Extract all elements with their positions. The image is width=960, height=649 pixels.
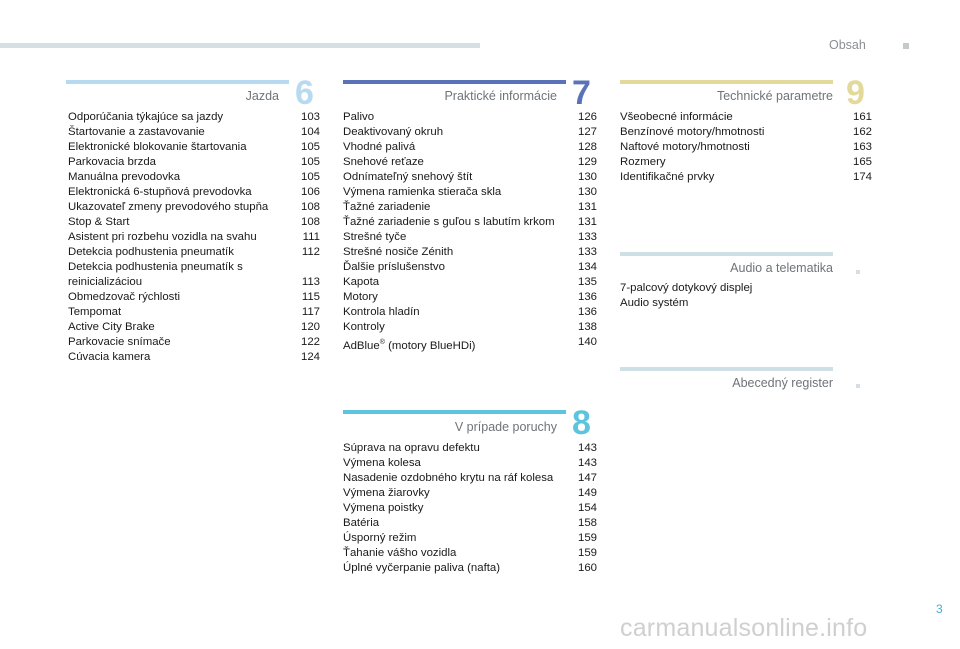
section-marker-register — [856, 384, 860, 388]
toc-entry-page: 126 — [577, 111, 597, 123]
toc-entry[interactable] — [343, 245, 597, 260]
toc-entry-label: Rozmery — [620, 156, 666, 168]
section-bar-technicke — [620, 80, 833, 84]
toc-entry-page: 140 — [577, 336, 597, 348]
toc-entry-label: Úsporný režim — [343, 532, 417, 544]
toc-list-technicke — [620, 110, 872, 185]
toc-entry[interactable] — [68, 215, 320, 230]
toc-entry-page: 113 — [301, 276, 320, 288]
toc-entry[interactable] — [343, 230, 597, 245]
toc-entry-label: Deaktivovaný okruh — [343, 126, 444, 138]
toc-entry-label: Kontrola hladín — [343, 306, 420, 318]
toc-entry[interactable] — [343, 260, 597, 275]
toc-entry-label: Detekcia podhustenia pneumatík s reinicializáciou — [68, 261, 243, 288]
toc-entry-page: 143 — [577, 457, 597, 469]
toc-entry-page: 103 — [300, 111, 320, 123]
toc-entry-label: Výmena poistky — [343, 502, 424, 514]
toc-entry[interactable] — [343, 561, 597, 576]
toc-entry-label: Odporúčania týkajúce sa jazdy — [68, 111, 224, 123]
toc-entry-page: 162 — [852, 126, 872, 138]
toc-entry[interactable] — [343, 215, 597, 230]
toc-entry[interactable] — [343, 441, 597, 456]
section-title-register: Abecedný register — [732, 376, 833, 390]
toc-entry-page: 115 — [301, 291, 320, 303]
toc-entry[interactable] — [343, 140, 597, 155]
toc-entry-label: Identifikačné prvky — [620, 171, 715, 183]
toc-entry-page: 159 — [577, 532, 597, 544]
toc-entry-label: Parkovacie snímače — [68, 336, 171, 348]
section-bar-jazda — [66, 80, 289, 84]
toc-entry[interactable] — [343, 125, 597, 140]
toc-entry-label: Cúvacia kamera — [68, 351, 151, 363]
toc-entry[interactable] — [343, 275, 597, 290]
toc-entry-label: Snehové reťaze — [343, 156, 424, 168]
section-title-audio: Audio a telematika — [730, 261, 833, 275]
toc-entry[interactable] — [68, 320, 320, 335]
toc-entry[interactable] — [68, 110, 320, 125]
toc-entry[interactable] — [68, 140, 320, 155]
page-number: 3 — [936, 602, 943, 616]
toc-entry-label: 7-palcový dotykový displej — [620, 282, 753, 294]
section-number-jazda: 6 — [295, 74, 314, 112]
top-decoration-bar — [0, 43, 480, 48]
header-marker — [903, 43, 909, 49]
section-title-jazda: Jazda — [245, 89, 279, 103]
toc-entry-page: 131 — [577, 201, 597, 213]
section-bar-audio — [620, 252, 833, 256]
toc-entry-page: 105 — [300, 156, 320, 168]
toc-entry-page: 111 — [302, 231, 320, 243]
toc-entry[interactable] — [620, 140, 872, 155]
toc-entry[interactable] — [68, 170, 320, 185]
toc-entry[interactable] — [343, 185, 597, 200]
toc-entry[interactable] — [343, 305, 597, 320]
section-marker-audio — [856, 270, 860, 274]
toc-entry[interactable] — [620, 125, 872, 140]
toc-entry[interactable] — [343, 170, 597, 185]
toc-entry-page: 105 — [300, 171, 320, 183]
toc-entry-page: 163 — [852, 141, 872, 153]
section-bar-register — [620, 367, 833, 371]
toc-entry-label: Výmena žiarovky — [343, 487, 430, 499]
toc-entry-label: Štartovanie a zastavovanie — [68, 126, 205, 138]
toc-entry-page: 160 — [577, 562, 597, 574]
section-bar-poruchy — [343, 410, 566, 414]
toc-entry[interactable] — [343, 546, 597, 561]
toc-entry-page: 133 — [577, 246, 597, 258]
toc-entry-page: 117 — [301, 306, 320, 318]
toc-entry-label: Úplné vyčerpanie paliva (nafta) — [343, 562, 501, 574]
toc-entry[interactable] — [620, 155, 872, 170]
toc-entry-label: Stop & Start — [68, 216, 130, 228]
toc-entry-page: 149 — [577, 487, 597, 499]
toc-entry-page: 124 — [300, 351, 320, 363]
toc-entry[interactable] — [620, 296, 872, 311]
toc-entry-label: Ďalšie príslušenstvo — [343, 261, 445, 273]
toc-entry-label: Active City Brake — [68, 321, 155, 333]
toc-list-prakticke — [343, 110, 597, 354]
toc-entry[interactable] — [343, 471, 597, 486]
header-title: Obsah — [829, 38, 866, 52]
toc-entry[interactable] — [343, 110, 597, 125]
toc-entry[interactable] — [68, 305, 320, 320]
toc-entry-page: 161 — [852, 111, 872, 123]
toc-entry[interactable] — [343, 501, 597, 516]
toc-entry-label: Manuálna prevodovka — [68, 171, 181, 183]
toc-entry[interactable] — [68, 290, 320, 305]
toc-entry[interactable] — [68, 245, 320, 260]
toc-entry-label: Batéria — [343, 517, 380, 529]
toc-entry-label: Súprava na opravu defektu — [343, 442, 480, 454]
toc-entry[interactable] — [68, 350, 320, 365]
toc-entry-label: Vhodné palivá — [343, 141, 416, 153]
toc-entry-label: Palivo — [343, 111, 375, 123]
toc-entry-label: Detekcia podhustenia pneumatík — [68, 246, 234, 258]
toc-entry-label: Ukazovateľ zmeny prevodového stupňa — [68, 201, 269, 213]
toc-entry-page: 131 — [577, 216, 597, 228]
toc-entry-page: 143 — [577, 442, 597, 454]
toc-entry-page: 154 — [577, 502, 597, 514]
section-title-poruchy: V prípade poruchy — [454, 420, 557, 434]
toc-entry-page: 127 — [577, 126, 597, 138]
toc-entry-page: 165 — [852, 156, 872, 168]
toc-entry-page: 112 — [301, 246, 320, 258]
toc-entry-label: AdBlue® (motory BlueHDi) — [343, 339, 476, 352]
toc-entry[interactable] — [620, 110, 872, 125]
section-number-poruchy: 8 — [572, 404, 591, 442]
toc-entry-page: 129 — [577, 156, 597, 168]
toc-entry-label: Naftové motory/hmotnosti — [620, 141, 750, 153]
toc-entry[interactable] — [343, 516, 597, 531]
toc-entry-page: 130 — [577, 186, 597, 198]
toc-entry-page: 138 — [577, 321, 597, 333]
toc-entry-page: 158 — [577, 517, 597, 529]
toc-entry-page: 136 — [577, 291, 597, 303]
toc-entry-label: Ťažné zariadenie — [343, 201, 431, 213]
toc-entry-page: 130 — [577, 171, 597, 183]
toc-entry[interactable] — [68, 335, 320, 350]
toc-entry-page: 147 — [577, 472, 597, 484]
toc-entry[interactable] — [343, 335, 597, 354]
section-number-technicke: 9 — [846, 74, 865, 112]
toc-entry-label: Nasadenie ozdobného krytu na ráf kolesa — [343, 472, 554, 484]
toc-entry-page: 174 — [852, 171, 872, 183]
toc-entry[interactable] — [343, 155, 597, 170]
toc-entry[interactable] — [343, 290, 597, 305]
section-number-prakticke: 7 — [572, 74, 591, 112]
toc-entry[interactable] — [343, 320, 597, 335]
toc-list-jazda — [68, 110, 320, 365]
toc-entry-label: Tempomat — [68, 306, 122, 318]
section-title-prakticke: Praktické informácie — [444, 89, 557, 103]
toc-entry-label: Strešné tyče — [343, 231, 407, 243]
toc-entry-page: 106 — [300, 186, 320, 198]
toc-entry-page: 159 — [577, 547, 597, 559]
watermark-text: carmanualsonline.info — [620, 614, 868, 642]
toc-entry-page: 120 — [300, 321, 320, 333]
section-bar-prakticke — [343, 80, 566, 84]
toc-list-poruchy — [343, 441, 597, 576]
toc-entry[interactable] — [343, 531, 597, 546]
toc-entry-page: 104 — [300, 126, 320, 138]
toc-entry-label: Elektronická 6-stupňová prevodovka — [68, 186, 252, 198]
toc-entry[interactable] — [68, 260, 320, 290]
toc-entry-label: Asistent pri rozbehu vozidla na svahu — [68, 231, 257, 243]
toc-entry-page: 128 — [577, 141, 597, 153]
toc-entry[interactable] — [68, 125, 320, 140]
toc-entry-label: Kapota — [343, 276, 380, 288]
toc-entry[interactable] — [68, 200, 320, 215]
toc-entry[interactable] — [343, 456, 597, 471]
toc-entry[interactable] — [620, 281, 872, 296]
toc-entry-label: Všeobecné informácie — [620, 111, 733, 123]
toc-entry[interactable] — [68, 230, 320, 245]
toc-entry-page: 135 — [577, 276, 597, 288]
toc-entry-page: 108 — [300, 201, 320, 213]
toc-entry[interactable] — [68, 185, 320, 200]
toc-entry-label: Motory — [343, 291, 378, 303]
toc-entry-label: Elektronické blokovanie štartovania — [68, 141, 247, 153]
toc-entry[interactable] — [343, 200, 597, 215]
toc-entry-label: Benzínové motory/hmotnosti — [620, 126, 765, 138]
toc-entry-page: 136 — [577, 306, 597, 318]
toc-entry-page: 134 — [577, 261, 597, 273]
toc-entry-page: 105 — [300, 141, 320, 153]
toc-entry-page: 133 — [577, 231, 597, 243]
toc-entry-label: Ťažné zariadenie s guľou s labutím krkom — [343, 216, 555, 228]
toc-entry[interactable] — [620, 170, 872, 185]
toc-list-audio — [620, 281, 872, 311]
toc-entry-label: Kontroly — [343, 321, 385, 333]
toc-entry-label: Výmena ramienka stierača skla — [343, 186, 502, 198]
toc-entry-label: Audio systém — [620, 297, 689, 309]
toc-entry[interactable] — [68, 155, 320, 170]
toc-entry-label: Ťahanie vášho vozidla — [343, 547, 457, 559]
toc-entry-page: 122 — [300, 336, 320, 348]
toc-entry[interactable] — [343, 486, 597, 501]
toc-entry-label: Obmedzovač rýchlosti — [68, 291, 181, 303]
toc-entry-label: Odnímateľný snehový štít — [343, 171, 473, 183]
section-title-technicke: Technické parametre — [716, 89, 833, 103]
toc-entry-label: Strešné nosiče Zénith — [343, 246, 454, 258]
toc-entry-page: 108 — [300, 216, 320, 228]
toc-entry-label: Výmena kolesa — [343, 457, 421, 469]
toc-entry-label: Parkovacia brzda — [68, 156, 157, 168]
